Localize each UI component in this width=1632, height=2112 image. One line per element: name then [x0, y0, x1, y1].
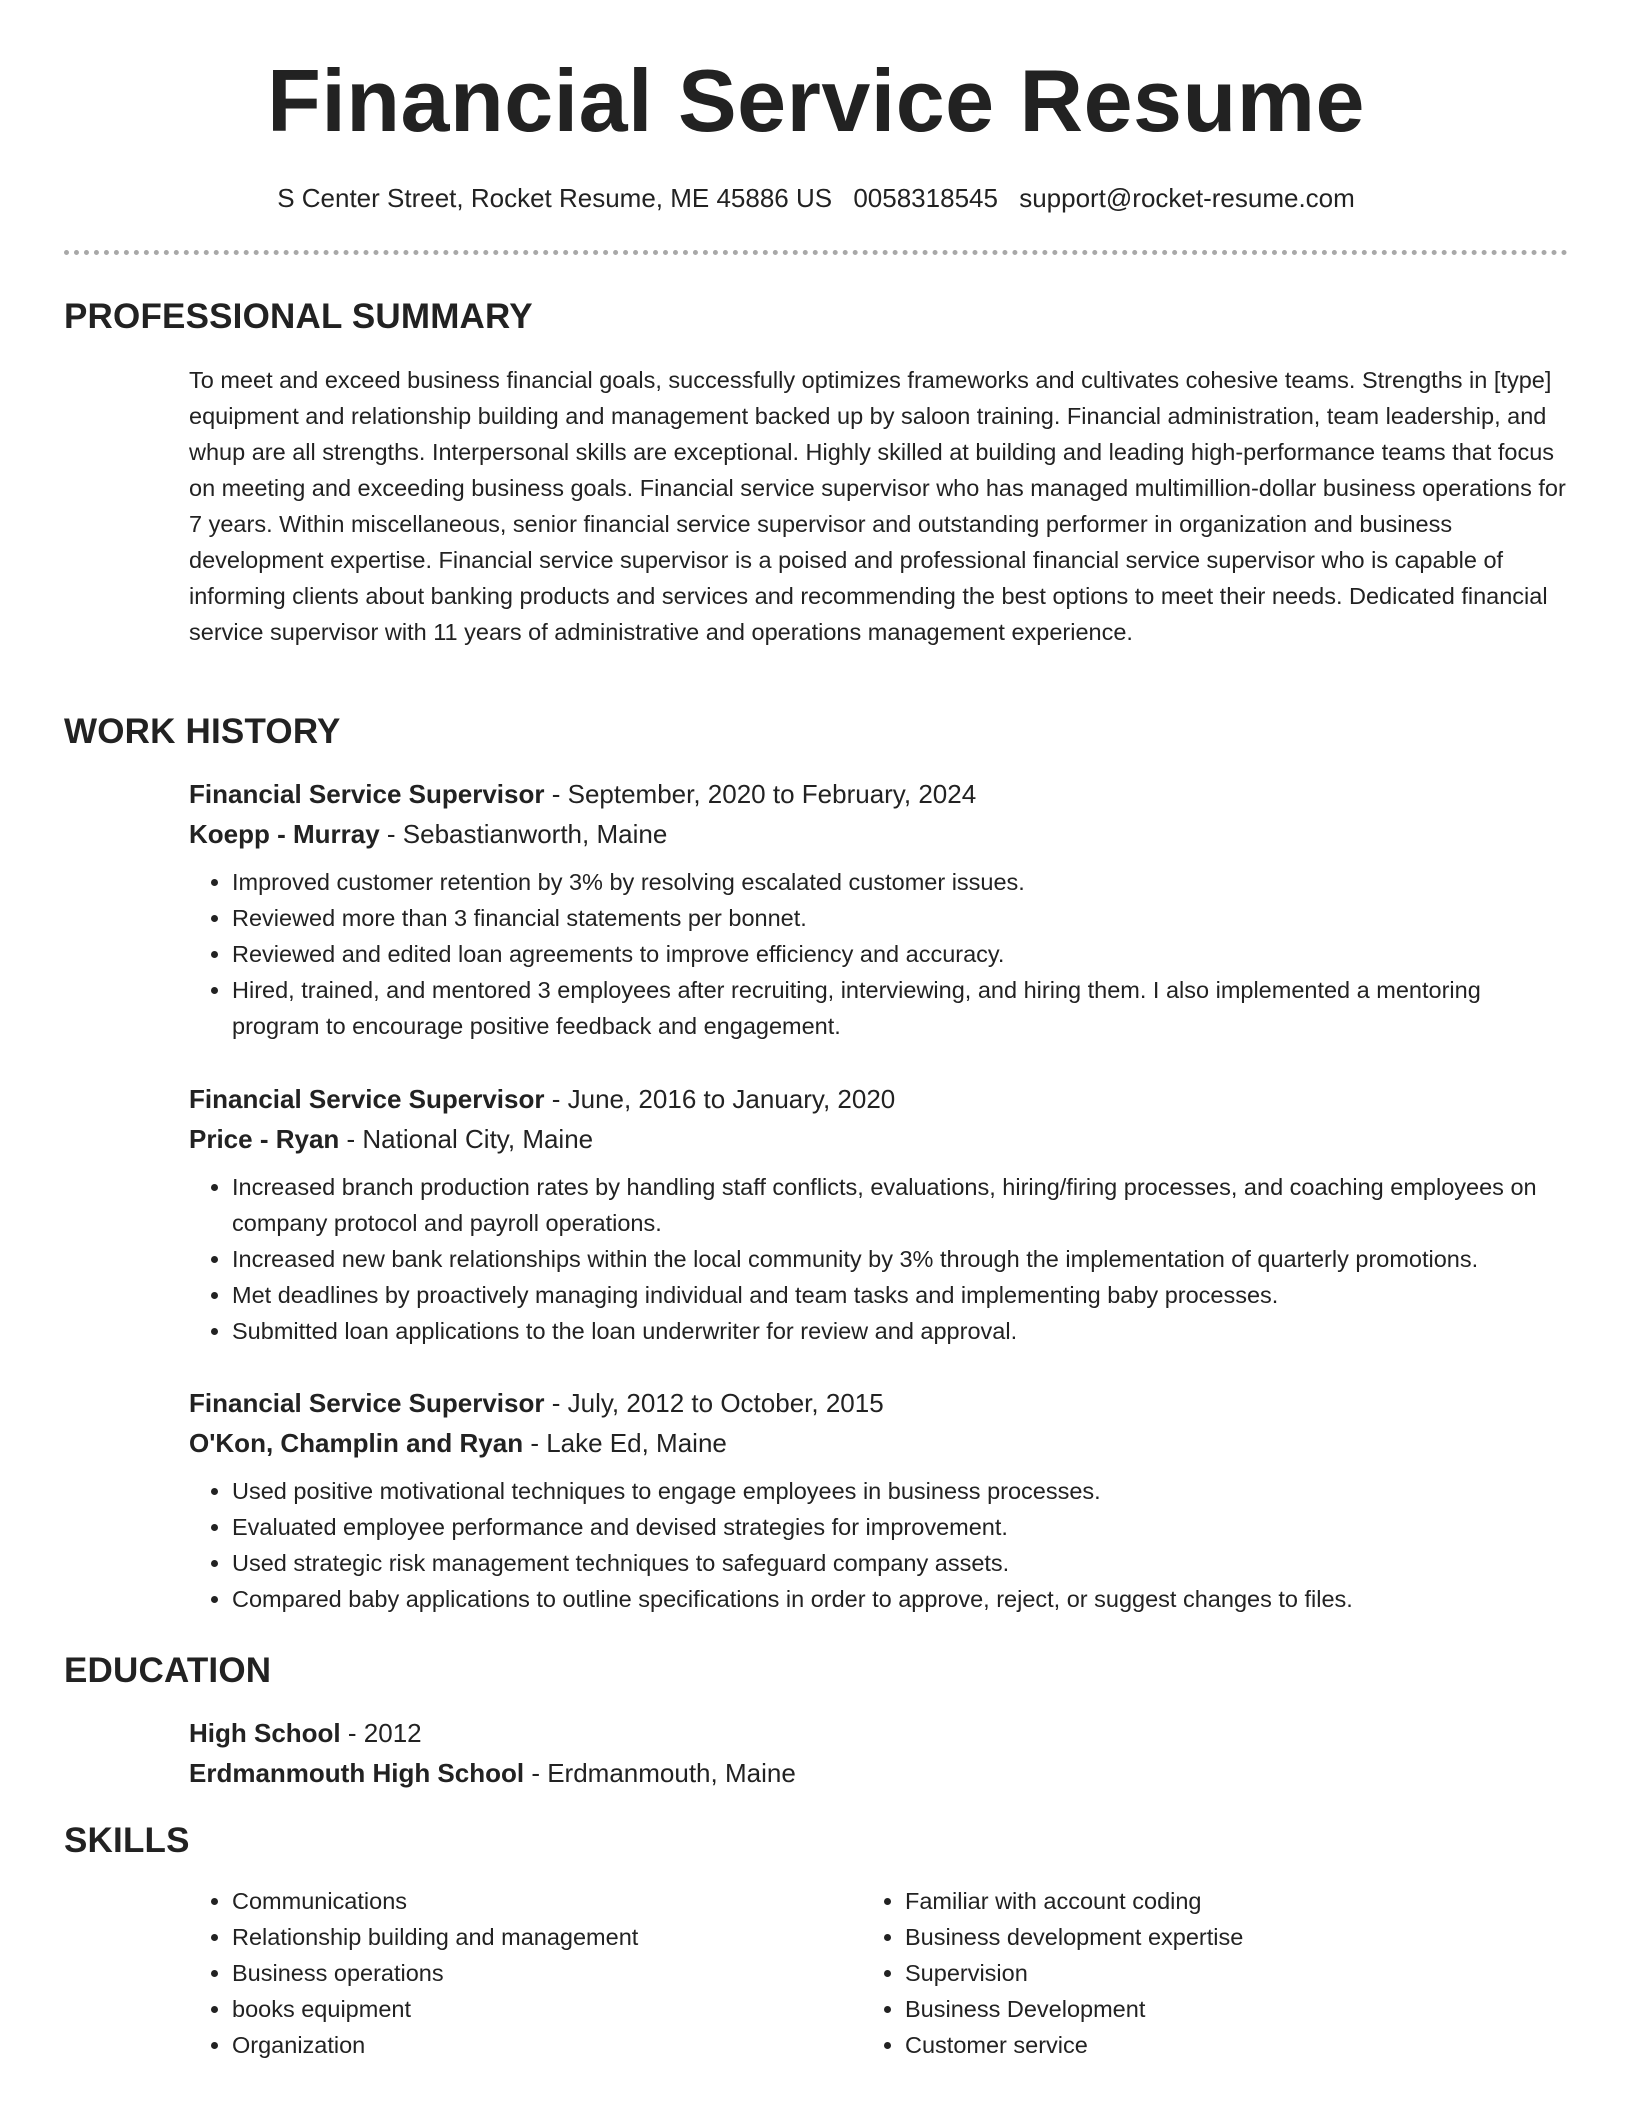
job-bullet: • Improved customer retention by 3% by resolving escalated customer issues.	[232, 864, 1568, 900]
job-company-line	[189, 1423, 1568, 1463]
education-entry	[189, 1713, 1568, 1793]
job-company-line	[189, 1119, 1568, 1159]
job-bullet: • Used positive motivational techniques to engage employees in business processes.	[232, 1473, 1568, 1509]
contact-line	[0, 183, 1632, 214]
job-entry	[189, 1079, 1568, 1349]
skill-item: • books equipment	[232, 1991, 789, 2027]
job-bullets	[189, 1473, 1568, 1617]
job-location: - National City, Maine	[339, 1124, 594, 1154]
job-bullet: • Used strategic risk management techniques to safeguard company assets.	[232, 1545, 1568, 1581]
job-company: Price - Ryan	[189, 1124, 340, 1154]
job-location: - Sebastianworth, Maine	[379, 819, 668, 849]
summary-text: To meet and exceed business financial goals, successfully optimizes frameworks and cultivates cohesive teams. Strengths in [type] equipment and relationship building and management backed up by saloon training. Financial administration, team leadership, and whup are all strengths. Interpersonal skills are exceptional. Highly skilled at building and leading high-performance teams that focus on meeting and exceeding business goals. Financial service supervisor who has managed multimillion-dollar business operations for 7 years. Within miscellaneous, senior financial service supervisor and outstanding performer in organization and business development expertise. Financial service supervisor is a poised and professional financial service supervisor who is capable of informing clients about banking products and services and recommending the best options to meet their needs. Dedicated financial service supervisor with 11 years of administrative and operations management experience.	[189, 367, 1566, 645]
skill-item: • Supervision	[905, 1955, 1462, 1991]
education-heading: EDUCATION	[64, 1651, 272, 1690]
education-school-line	[189, 1753, 1568, 1793]
job-location: - Lake Ed, Maine	[523, 1428, 727, 1458]
education-year: - 2012	[340, 1718, 422, 1748]
header-divider	[64, 250, 1568, 255]
job-bullet: • Hired, trained, and mentored 3 employees after recruiting, interviewing, and hiring them. I also implemented a mentoring program to encourage positive feedback and engagement.	[232, 972, 1568, 1044]
contact-phone: 0058318545	[853, 183, 998, 213]
job-entry	[189, 1383, 1568, 1617]
education-school: Erdmanmouth High School	[189, 1758, 525, 1788]
skills-column-right	[862, 1883, 1462, 2063]
job-entry	[189, 774, 1568, 1044]
job-bullet: • Compared baby applications to outline specifications in order to approve, reject, or suggest changes to files.	[232, 1581, 1568, 1617]
job-bullet: • Reviewed and edited loan agreements to improve efficiency and accuracy.	[232, 936, 1568, 972]
resume-title: Financial Service Resume	[267, 51, 1365, 150]
summary-heading: PROFESSIONAL SUMMARY	[64, 297, 533, 336]
job-bullet: • Reviewed more than 3 financial statements per bonnet.	[232, 900, 1568, 936]
skill-item: • Relationship building and management	[232, 1919, 789, 1955]
job-company-line	[189, 814, 1568, 854]
job-bullets	[189, 864, 1568, 1044]
contact-email: support@rocket-resume.com	[1019, 183, 1355, 213]
job-title-line	[189, 1079, 1568, 1119]
skills-list	[189, 1883, 789, 2063]
job-bullets	[189, 1169, 1568, 1349]
job-company: Koepp - Murray	[189, 819, 380, 849]
job-bullet: • Increased new bank relationships within the local community by 3% through the implementation of quarterly promotions.	[232, 1241, 1568, 1277]
skills-column-left	[189, 1883, 789, 2063]
education-degree-line	[189, 1713, 1568, 1753]
skill-item: • Business development expertise	[905, 1919, 1462, 1955]
skill-item: • Familiar with account coding	[905, 1883, 1462, 1919]
skill-item: • Business operations	[232, 1955, 789, 1991]
skills-heading: SKILLS	[64, 1821, 190, 1860]
skills-list	[862, 1883, 1462, 2063]
job-company: O'Kon, Champlin and Ryan	[189, 1428, 524, 1458]
job-title: Financial Service Supervisor	[189, 1388, 545, 1418]
job-title-line	[189, 774, 1568, 814]
education-degree: High School	[189, 1718, 341, 1748]
job-dates: - June, 2016 to January, 2020	[544, 1084, 896, 1114]
skill-item: • Customer service	[905, 2027, 1462, 2063]
job-title: Financial Service Supervisor	[189, 779, 545, 809]
job-bullet: • Met deadlines by proactively managing individual and team tasks and implementing baby processes.	[232, 1277, 1568, 1313]
education-location: - Erdmanmouth, Maine	[524, 1758, 796, 1788]
job-title-line	[189, 1383, 1568, 1423]
skill-item: • Communications	[232, 1883, 789, 1919]
work-history-heading: WORK HISTORY	[64, 712, 341, 751]
skill-item: • Business Development	[905, 1991, 1462, 2027]
job-dates: - July, 2012 to October, 2015	[544, 1388, 884, 1418]
skill-item: • Organization	[232, 2027, 789, 2063]
job-title: Financial Service Supervisor	[189, 1084, 545, 1114]
job-bullet: • Increased branch production rates by handling staff conflicts, evaluations, hiring/firing processes, and coaching employees on company protocol and payroll operations.	[232, 1169, 1568, 1241]
job-bullet: • Submitted loan applications to the loan underwriter for review and approval.	[232, 1313, 1568, 1349]
contact-address: S Center Street, Rocket Resume, ME 45886 US	[277, 183, 833, 213]
job-bullet: • Evaluated employee performance and devised strategies for improvement.	[232, 1509, 1568, 1545]
job-dates: - September, 2020 to February, 2024	[544, 779, 977, 809]
